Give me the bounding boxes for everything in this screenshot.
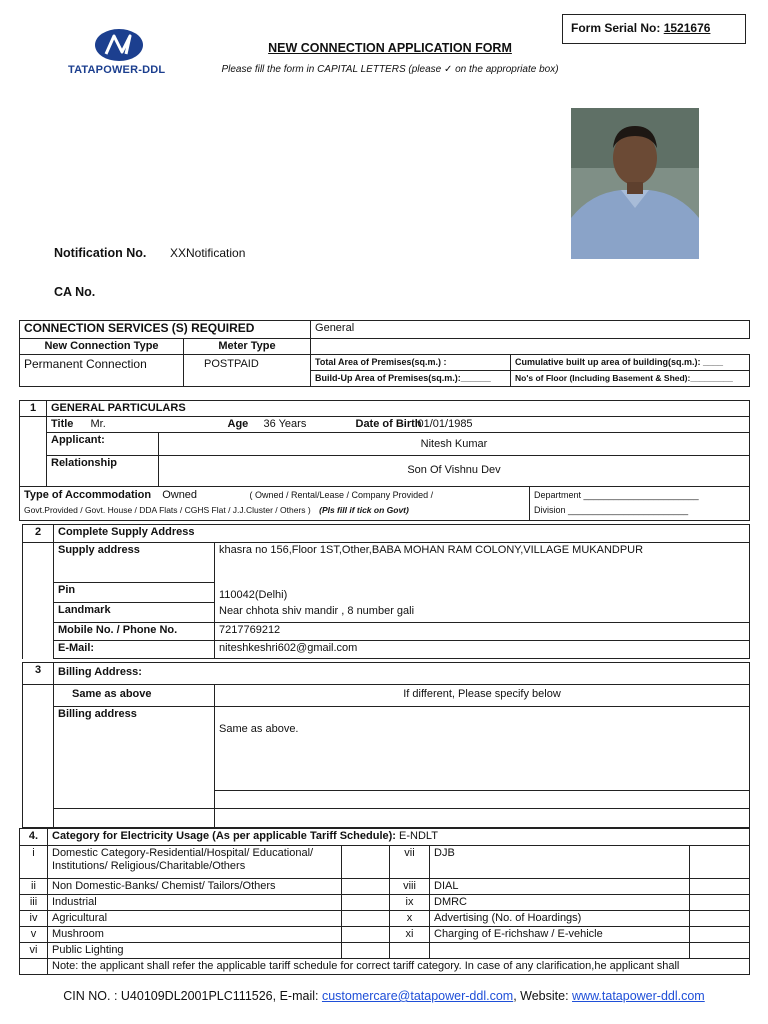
checkbox-cell[interactable] [342,911,390,927]
category-row-number: ix [390,895,430,911]
category-table [19,828,750,975]
category-row [20,927,750,943]
accommodation-note: (Pls fill if tick on Govt) [319,505,409,515]
category-option: Mushroom [48,927,342,943]
form-serial-box [562,14,746,44]
billing-blank-line [54,809,215,828]
category-option: Public Lighting [48,943,342,959]
applicant-label: Applicant: [47,433,159,456]
category-row [20,895,750,911]
accommodation-label: Type of Accommodation [24,489,152,501]
division-label: Division ________________________ [534,505,689,515]
spacer [20,417,47,433]
connection-services-table [19,320,750,387]
category-row [20,911,750,927]
email-value: niteshkeshri602@gmail.com [215,641,750,659]
checkbox-cell[interactable] [690,943,750,959]
section-number: 3 [23,663,54,685]
landmark-value: Near chhota shiv mandir , 8 number gali [219,605,415,617]
department-cell [530,487,750,521]
spacer [20,456,47,487]
category-option: Advertising (No. of Hoardings) [430,911,690,927]
notification-value: XXNotification [170,246,246,260]
email-label: E-Mail: [54,641,215,659]
category-option: DIAL [430,879,690,895]
title-label: Title [51,418,74,430]
category-row-number: x [390,911,430,927]
age-label: Age [227,418,249,430]
category-row-number: ii [20,879,48,895]
accommodation-options: ( Owned / Rental/Lease / Company Provided / [249,490,434,500]
notification-label: Notification No. [54,246,147,260]
category-option: DMRC [430,895,690,911]
checkbox-cell[interactable] [690,927,750,943]
checkbox-cell[interactable] [342,927,390,943]
section-title: Complete Supply Address [54,525,750,543]
category-row-number: xi [390,927,430,943]
spacer [511,339,750,355]
section-title: Billing Address: [54,663,750,685]
accommodation-table [19,486,750,521]
services-value: General [311,321,750,339]
applicant-value: Nitesh Kumar [159,433,750,456]
supply-address-value: khasra no 156,Floor 1ST,Other,BABA MOHAN RAM COLONY,VILLAGE MUKANDPUR [219,544,644,556]
category-row [20,846,750,879]
section-number: 1 [20,401,47,417]
checkbox-cell[interactable] [690,895,750,911]
category-note: Note: the applicant shall refer the applicable tariff schedule for correct tariff category. In case of any clarification,he applicant shall [48,959,750,975]
spacer [20,433,47,456]
same-as-above-label: Same as above [54,685,215,707]
general-particulars-table [19,400,750,487]
spacer [311,339,511,355]
category-row-number: v [20,927,48,943]
floors-label: No's of Floor (Including Basement & Shed):_________ [511,371,750,387]
supply-address-table [22,524,750,659]
section-title: GENERAL PARTICULARS [47,401,750,417]
footer-cin: CIN NO. : U40109DL2001PLC111526, E-mail: [63,989,322,1003]
spacer [23,543,54,659]
buildup-area-label: Build-Up Area of Premises(sq.m.):______ [311,371,511,387]
form-title: NEW CONNECTION APPLICATION FORM [268,41,512,55]
category-option: Agricultural [48,911,342,927]
category-row-number: vii [390,846,430,879]
checkbox-cell[interactable] [342,895,390,911]
total-area-label: Total Area of Premises(sq.m.) : [311,355,511,371]
mobile-value: 7217769212 [215,623,750,641]
footer-website-link[interactable]: www.tatapower-ddl.com [572,989,705,1003]
accommodation-options-2: Govt.Provided / Govt. House / DDA Flats / CGHS Flat / J.J.Cluster / Others ) [24,505,311,515]
dob-label: Date of Birth [355,418,422,430]
relationship-label: Relationship [47,456,159,487]
department-label: Department _______________________ [534,490,699,500]
checkbox-cell[interactable] [690,879,750,895]
supply-address-cell [215,543,750,623]
category-row-number: i [20,846,48,879]
section-number: 4. [20,829,48,846]
category-option [430,943,690,959]
billing-blank-line [215,809,750,828]
checkbox-cell[interactable] [342,943,390,959]
ca-label: CA No. [54,285,96,299]
category-title: Category for Electricity Usage (As per applicable Tariff Schedule): [52,830,396,842]
billing-blank-line [215,791,750,809]
title-row [47,417,750,433]
checkbox-cell[interactable] [342,846,390,879]
if-different-label: If different, Please specify below [215,685,750,707]
category-row-number: iii [20,895,48,911]
category-row-number: vi [20,943,48,959]
category-row-number: iv [20,911,48,927]
category-option: DJB [430,846,690,879]
form-subtitle: Please fill the form in CAPITAL LETTERS (please ✓ on the appropriate box) [221,64,559,75]
services-label: CONNECTION SERVICES (S) REQUIRED [20,321,311,339]
category-option: Domestic Category-Residential/Hospital/ Educational/ Institutions/ Religious/Charitable/Others [48,846,342,879]
checkbox-cell[interactable] [690,846,750,879]
category-value: E-NDLT [399,830,438,842]
category-option: Non Domestic-Banks/ Chemist/ Tailors/Others [48,879,342,895]
connection-type-value: Permanent Connection [20,355,184,387]
category-row-number: viii [390,879,430,895]
mobile-label: Mobile No. / Phone No. [54,623,215,641]
category-option: Charging of E-richshaw / E-vehicle [430,927,690,943]
accommodation-value: Owned [162,489,198,501]
relationship-value: Son Of Vishnu Dev [159,456,750,487]
category-row-number [390,943,430,959]
billing-address-value: Same as above. [215,707,750,791]
footer-email-link[interactable]: customercare@tatapower-ddl.com [321,989,514,1003]
category-row [20,943,750,959]
accommodation-cell [20,487,530,521]
billing-address-label: Billing address [54,707,215,809]
logo-text: TATAPOWER-DDL [68,64,166,76]
pin-label: Pin [54,583,215,603]
dob-value: 01/01/1985 [417,418,473,430]
footer [0,989,768,1003]
cumulative-area-label: Cumulative built up area of building(sq.m.): ____ [511,355,750,371]
category-title-cell [48,829,750,846]
footer-website-label: , Website: [513,989,573,1003]
checkbox-cell[interactable] [690,911,750,927]
category-row [20,879,750,895]
spacer [23,685,54,828]
billing-address-table [22,662,750,828]
age-value: 36 Years [263,418,307,430]
checkbox-cell[interactable] [342,879,390,895]
landmark-label: Landmark [54,603,215,623]
serial-value: 1521676 [663,21,711,35]
title-value: Mr. [90,418,106,430]
meter-type-header: Meter Type [184,339,311,355]
pin-value: 110042(Delhi) [219,589,288,601]
category-option: Industrial [48,895,342,911]
meter-type-value: POSTPAID [184,355,311,387]
applicant-photo [571,108,699,259]
serial-label: Form Serial No: [571,21,661,35]
connection-type-header: New Connection Type [20,339,184,355]
spacer [20,959,48,975]
supply-address-label: Supply address [54,543,215,583]
section-number: 2 [23,525,54,543]
